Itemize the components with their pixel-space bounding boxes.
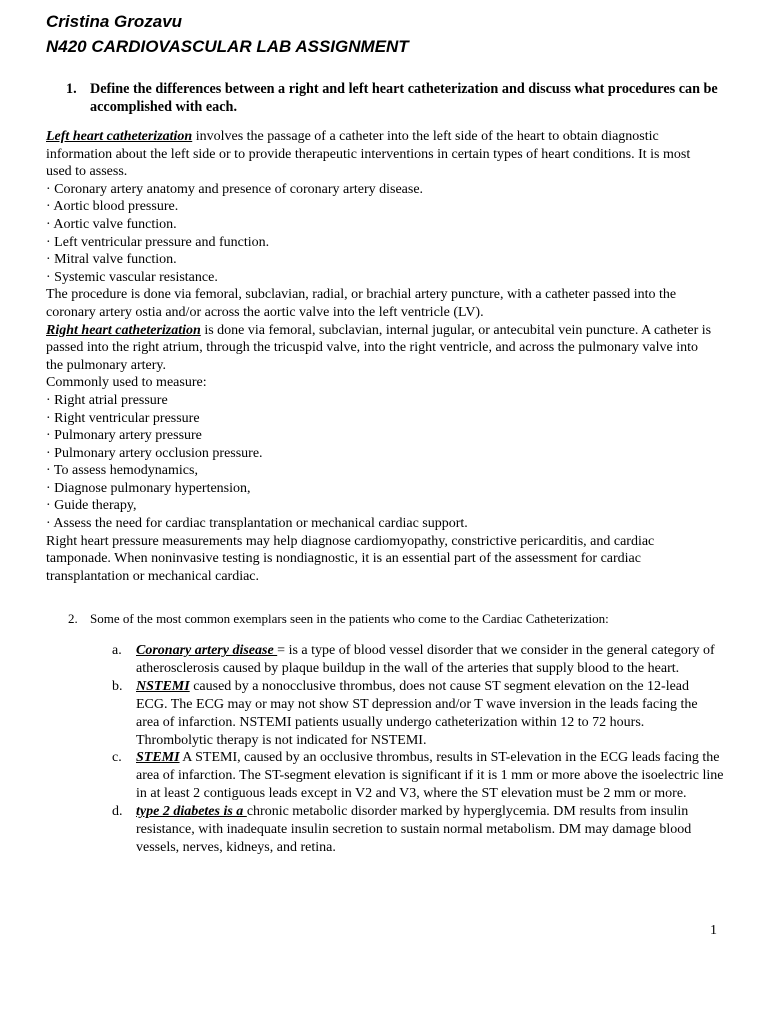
exemplar-list <box>112 642 724 857</box>
left-cath-intro <box>46 128 716 181</box>
exemplar-term: STEMI <box>136 750 180 766</box>
exemplar-item <box>112 749 724 803</box>
exemplar-text: caused by a nonocclusive thrombus, does not cause ST segment elevation on the 12-lead ECG. The ECG may or may not show ST depression and/or T wave inversion in the leads facing the area of infarction. NSTEMI patients usually undergo catheterization within 12 to 72 hours. Thrombolytic therapy is not indicated for NSTEMI. <box>136 678 698 748</box>
exemplar-content <box>136 803 724 857</box>
answer-1 <box>46 128 716 585</box>
right-cath-term: Right heart catheterization <box>46 322 201 338</box>
exemplar-item <box>112 678 724 750</box>
exemplar-content <box>136 678 724 750</box>
exemplar-letter: a. <box>112 643 122 658</box>
page-number: 1 <box>710 923 717 938</box>
question-2-text: Some of the most common exemplars seen in the patients who come to the Cardiac Catheterization: <box>90 611 609 626</box>
exemplar-letter: c. <box>112 750 122 766</box>
left-cath-bullet: · Left ventricular pressure and function. <box>46 234 270 250</box>
exemplar-item <box>112 803 724 857</box>
question-1-number: 1. <box>66 81 77 97</box>
exemplar-term: Coronary artery disease <box>136 643 278 658</box>
exemplar-term: NSTEMI <box>136 678 190 694</box>
left-cath-procedure: The procedure is done via femoral, subclavian, radial, or brachial artery puncture, with a catheter passed into the coronary artery ostia and/or across the aortic valve into the left ventricle (LV). <box>46 287 677 320</box>
exemplar-content <box>136 642 724 678</box>
left-cath-intro-text: involves the passage of a catheter into the left side of the heart to obtain diagnostic information about the left side or to provide therapeutic interventions in certain types of heart conditions. It is most used to assess. <box>46 129 691 180</box>
exemplar-text: = is a type of blood vessel disorder that we consider in the general category of atherosclerosis caused by plaque buildup in the wall of the arteries that supply blood to the heart. <box>136 643 715 676</box>
question-2 <box>68 610 728 628</box>
assignment-title: N420 CARDIOVASCULAR LAB ASSIGNMENT <box>46 37 409 56</box>
left-cath-bullet: · Mitral valve function. <box>46 252 177 268</box>
exemplar-item <box>112 642 724 678</box>
right-cath-intro <box>46 322 716 375</box>
left-cath-bullet: · Coronary artery anatomy and presence of coronary artery disease. <box>46 181 424 197</box>
question-2-number: 2. <box>68 611 78 626</box>
right-cath-bullet: · Right ventricular pressure <box>46 410 200 426</box>
exemplar-text: A STEMI, caused by an occlusive thrombus, results in ST-elevation in the ECG leads facing the area of infarction. The ST-segment elevation is significant if it is 1 mm or more above the isoelectric line in at least 2 contiguous leads except in V2 and V3, where the ST elevation must be 2 mm or more. <box>136 750 724 802</box>
left-cath-bullet: · Systemic vascular resistance. <box>46 269 218 285</box>
right-cath-closing: Right heart pressure measurements may help diagnose cardiomyopathy, constrictive pericarditis, and cardiac tamponade. When noninvasive testing is nondiagnostic, it is an essential part of the assessment for cardiac transplantation or mechanical cardiac. <box>46 533 655 584</box>
right-cath-bullet: · Diagnose pulmonary hypertension, <box>46 480 251 496</box>
question-1-text: Define the differences between a right and left heart catheterization and discuss what procedures can be accomplished with each. <box>90 81 718 115</box>
left-cath-bullet: · Aortic blood pressure. <box>46 199 179 215</box>
right-cath-bullet: · Guide therapy, <box>46 498 137 514</box>
exemplar-letter: b. <box>112 678 123 694</box>
right-cath-bullet: · Pulmonary artery occlusion pressure. <box>46 445 263 461</box>
right-cath-intro-text: is done via femoral, subclavian, internal jugular, or antecubital vein puncture. A catheter is passed into the right atrium, through the tricuspid valve, into the right ventricle, and across the pulmonary valve into the pulmonary artery. <box>46 322 712 373</box>
exemplar-letter: d. <box>112 804 123 820</box>
left-cath-bullet: · Aortic valve function. <box>46 216 177 232</box>
right-cath-bullet: · To assess hemodynamics, <box>46 463 198 479</box>
right-cath-bullet: · Right atrial pressure <box>46 392 168 408</box>
exemplar-term: type 2 diabetes is a <box>136 804 247 820</box>
exemplar-content <box>136 749 724 803</box>
question-1 <box>66 80 722 116</box>
right-cath-measure-label: Commonly used to measure: <box>46 375 207 391</box>
exemplar-text: chronic metabolic disorder marked by hyperglycemia. DM results from insulin resistance, with inadequate insulin secretion to sustain normal metabolism. DM may damage blood vessels, nerves, kidneys, and retina. <box>136 804 692 855</box>
author-name: Cristina Grozavu <box>46 12 183 31</box>
right-cath-bullet: · Assess the need for cardiac transplantation or mechanical cardiac support. <box>46 516 468 532</box>
left-cath-term: Left heart catheterization <box>46 129 193 144</box>
right-cath-bullet: · Pulmonary artery pressure <box>46 428 202 444</box>
